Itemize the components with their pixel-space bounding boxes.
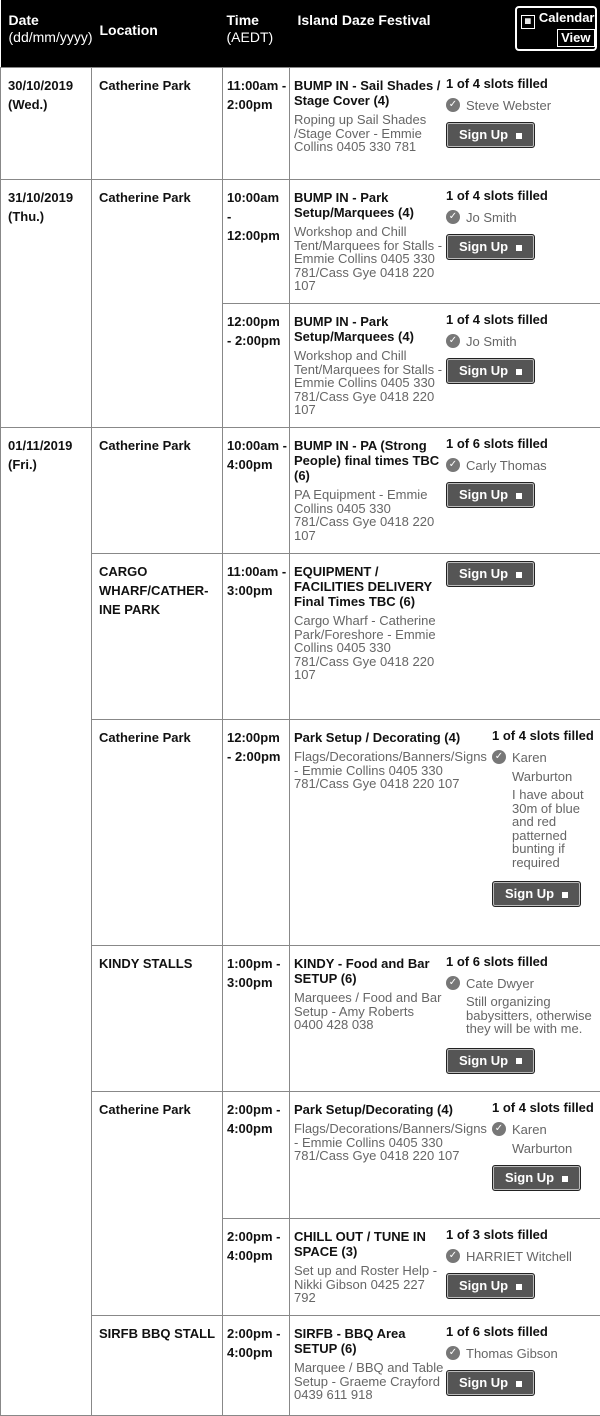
slots-filled: 1 of 6 slots filled bbox=[446, 1322, 596, 1341]
task-description: Workshop and Chill Tent/Marquees for Stalls - Emmie Collins 0405 330 781/Cass Gye 0418 220 107 bbox=[294, 349, 446, 417]
header-date bbox=[1, 0, 92, 68]
sign-up-button[interactable] bbox=[446, 1370, 535, 1396]
task-description: Cargo Wharf - Catherine Park/Foreshore - Emmie Collins 0405 330 781/Cass Gye 0418 220 107 bbox=[294, 614, 446, 682]
time-cell: 2:00pm - 4:00pm bbox=[223, 1092, 290, 1219]
volunteer bbox=[446, 456, 596, 475]
square-icon bbox=[516, 133, 522, 139]
table-row bbox=[1, 428, 600, 554]
header-time bbox=[223, 0, 290, 68]
volunteer bbox=[446, 974, 596, 993]
volunteer bbox=[492, 748, 596, 786]
day-text: (Thu.) bbox=[8, 209, 44, 224]
volunteer-name: Karen Warburton bbox=[512, 1120, 596, 1158]
square-icon bbox=[516, 1284, 522, 1290]
task-cell bbox=[290, 428, 600, 554]
time-cell: 12:00pm - 2:00pm bbox=[223, 304, 290, 428]
slots-filled: 1 of 6 slots filled bbox=[446, 434, 596, 453]
header-time-label: Time bbox=[227, 12, 259, 28]
day-text: (Wed.) bbox=[8, 97, 47, 112]
date-text: 31/10/2019 bbox=[8, 190, 73, 205]
sign-up-label: Sign Up bbox=[459, 487, 508, 502]
volunteer-note: Still organizing babysitters, otherwise they will be with me. bbox=[466, 995, 596, 1036]
task-description: Roping up Sail Shades /Stage Cover - Emmie Collins 0405 330 781 bbox=[294, 113, 446, 154]
volunteer-name: Karen Warburton bbox=[512, 748, 596, 786]
time-cell: 1:00pm - 3:00pm bbox=[223, 946, 290, 1092]
location-cell: Catherine Park bbox=[92, 68, 223, 180]
check-icon: ✓ bbox=[492, 1122, 506, 1136]
location-cell: CARGO WHARF/CATHER-INE PARK bbox=[92, 554, 223, 720]
square-icon bbox=[516, 572, 522, 578]
view-label: View bbox=[557, 29, 594, 47]
task-description: Set up and Roster Help - Nikki Gibson 0425 227 792 bbox=[294, 1264, 446, 1305]
task-title: BUMP IN - Sail Shades / Stage Cover (4) bbox=[294, 78, 446, 108]
task-cell bbox=[290, 1092, 600, 1219]
volunteer-name: Carly Thomas bbox=[466, 456, 547, 475]
sign-up-label: Sign Up bbox=[459, 566, 508, 581]
square-icon bbox=[562, 892, 568, 898]
header-time-zone: (AEDT) bbox=[227, 29, 274, 45]
header-location-label: Location bbox=[100, 22, 158, 38]
volunteer bbox=[446, 96, 596, 115]
task-title: BUMP IN - Park Setup/Marquees (4) bbox=[294, 190, 446, 220]
square-icon bbox=[516, 493, 522, 499]
location-cell: KINDY STALLS bbox=[92, 946, 223, 1092]
volunteer bbox=[446, 332, 596, 351]
task-description: Marquee / BBQ and Table Setup - Graeme Crayford 0439 611 918 bbox=[294, 1361, 446, 1402]
location-cell: Catherine Park bbox=[92, 428, 223, 554]
volunteer-name: Jo Smith bbox=[466, 332, 517, 351]
square-icon bbox=[516, 1381, 522, 1387]
slots-filled: 1 of 4 slots filled bbox=[492, 726, 596, 745]
event-title: Island Daze Festival bbox=[298, 12, 431, 51]
location-cell: SIRFB BBQ STALL bbox=[92, 1316, 223, 1416]
sign-up-button[interactable] bbox=[446, 234, 535, 260]
check-icon: ✓ bbox=[446, 98, 460, 112]
sign-up-button[interactable] bbox=[446, 482, 535, 508]
date-text: 01/11/2019 bbox=[8, 438, 72, 453]
task-title: BUMP IN - PA (Strong People) final times TBC (6) bbox=[294, 438, 446, 483]
task-cell bbox=[290, 68, 600, 180]
sign-up-label: Sign Up bbox=[459, 127, 508, 142]
calendar-label: Calendar bbox=[539, 10, 595, 25]
header-event bbox=[290, 0, 600, 68]
time-cell: 11:00am - 2:00pm bbox=[223, 68, 290, 180]
volunteer-name: Jo Smith bbox=[466, 208, 517, 227]
time-cell: 10:00am - 12:00pm bbox=[223, 180, 290, 304]
task-cell bbox=[290, 304, 600, 428]
square-icon bbox=[562, 1176, 568, 1182]
task-title: Park Setup/Decorating (4) bbox=[294, 1102, 492, 1117]
time-cell: 12:00pm - 2:00pm bbox=[223, 720, 290, 946]
header-date-format: (dd/mm/yyyy) bbox=[9, 29, 93, 45]
time-cell: 2:00pm - 4:00pm bbox=[223, 1316, 290, 1416]
task-cell bbox=[290, 946, 600, 1092]
task-cell bbox=[290, 180, 600, 304]
sign-up-label: Sign Up bbox=[459, 239, 508, 254]
slots-filled: 1 of 4 slots filled bbox=[446, 310, 596, 329]
task-title: KINDY - Food and Bar SETUP (6) bbox=[294, 956, 446, 986]
sign-up-button[interactable] bbox=[492, 1165, 581, 1191]
task-cell bbox=[290, 1219, 600, 1316]
day-text: (Fri.) bbox=[8, 457, 37, 472]
task-cell bbox=[290, 554, 600, 720]
task-cell bbox=[290, 720, 600, 946]
task-description: Flags/Decorations/Banners/Signs - Emmie Collins 0405 330 781/Cass Gye 0418 220 107 bbox=[294, 1122, 492, 1163]
check-icon: ✓ bbox=[446, 976, 460, 990]
task-description: PA Equipment - Emmie Collins 0405 330 781/Cass Gye 0418 220 107 bbox=[294, 488, 446, 542]
time-cell: 10:00am - 4:00pm bbox=[223, 428, 290, 554]
header-row bbox=[1, 0, 600, 68]
square-icon bbox=[516, 1058, 522, 1064]
sign-up-label: Sign Up bbox=[459, 363, 508, 378]
volunteer-name: Cate Dwyer bbox=[466, 974, 534, 993]
task-title: BUMP IN - Park Setup/Marquees (4) bbox=[294, 314, 446, 344]
square-icon bbox=[516, 369, 522, 375]
slots-filled: 1 of 4 slots filled bbox=[446, 186, 596, 205]
task-title: CHILL OUT / TUNE IN SPACE (3) bbox=[294, 1229, 446, 1259]
calendar-icon: ▦ bbox=[521, 15, 535, 29]
date-cell bbox=[1, 428, 92, 1416]
sign-up-button[interactable] bbox=[446, 1048, 535, 1074]
table-row bbox=[1, 68, 600, 180]
location-cell: Catherine Park bbox=[92, 180, 223, 428]
check-icon: ✓ bbox=[446, 334, 460, 348]
square-icon bbox=[516, 245, 522, 251]
sign-up-label: Sign Up bbox=[459, 1278, 508, 1293]
slots-filled: 1 of 3 slots filled bbox=[446, 1225, 596, 1244]
table-row bbox=[1, 180, 600, 304]
check-icon: ✓ bbox=[446, 210, 460, 224]
sign-up-label: Sign Up bbox=[505, 886, 554, 901]
sign-up-button[interactable] bbox=[492, 881, 581, 907]
header-location bbox=[92, 0, 223, 68]
time-cell: 11:00am - 3:00pm bbox=[223, 554, 290, 720]
sign-up-label: Sign Up bbox=[459, 1053, 508, 1068]
date-cell bbox=[1, 180, 92, 428]
check-icon: ✓ bbox=[446, 458, 460, 472]
task-cell bbox=[290, 1316, 600, 1416]
date-text: 30/10/2019 bbox=[8, 78, 73, 93]
task-description: Workshop and Chill Tent/Marquees for Stalls - Emmie Collins 0405 330 781/Cass Gye 0418 220 107 bbox=[294, 225, 446, 293]
task-description: Flags/Decorations/Banners/Signs - Emmie Collins 0405 330 781/Cass Gye 0418 220 107 bbox=[294, 750, 492, 791]
slots-filled: 1 of 6 slots filled bbox=[446, 952, 596, 971]
task-description: Marquees / Food and Bar Setup - Amy Roberts 0400 428 038 bbox=[294, 991, 446, 1032]
check-icon: ✓ bbox=[492, 750, 506, 764]
volunteer bbox=[446, 208, 596, 227]
check-icon: ✓ bbox=[446, 1249, 460, 1263]
task-title: Park Setup / Decorating (4) bbox=[294, 730, 492, 745]
volunteer-name: Thomas Gibson bbox=[466, 1344, 558, 1363]
sign-up-button[interactable] bbox=[446, 1273, 535, 1299]
volunteer-name: Steve Webster bbox=[466, 96, 551, 115]
check-icon: ✓ bbox=[446, 1346, 460, 1360]
volunteer bbox=[446, 1344, 596, 1363]
date-cell bbox=[1, 68, 92, 180]
sign-up-button[interactable] bbox=[446, 561, 535, 587]
slots-filled: 1 of 4 slots filled bbox=[492, 1098, 596, 1117]
location-cell: Catherine Park bbox=[92, 720, 223, 946]
volunteer-note: I have about 30m of blue and red patterned bunting if required bbox=[512, 788, 596, 869]
task-title: SIRFB - BBQ Area SETUP (6) bbox=[294, 1326, 446, 1356]
volunteer-name: HARRIET Witchell bbox=[466, 1247, 572, 1266]
header-date-label: Date bbox=[9, 12, 39, 28]
calendar-view-button[interactable] bbox=[515, 6, 597, 51]
volunteer bbox=[446, 1247, 596, 1266]
volunteer bbox=[492, 1120, 596, 1158]
location-cell: Catherine Park bbox=[92, 1092, 223, 1316]
sign-up-label: Sign Up bbox=[459, 1375, 508, 1390]
slots-filled: 1 of 4 slots filled bbox=[446, 74, 596, 93]
time-cell: 2:00pm - 4:00pm bbox=[223, 1219, 290, 1316]
task-title: EQUIPMENT / FACILITIES DELIVERY Final Times TBC (6) bbox=[294, 564, 446, 609]
sign-up-button[interactable] bbox=[446, 358, 535, 384]
sign-up-label: Sign Up bbox=[505, 1170, 554, 1185]
sign-up-button[interactable] bbox=[446, 122, 535, 148]
